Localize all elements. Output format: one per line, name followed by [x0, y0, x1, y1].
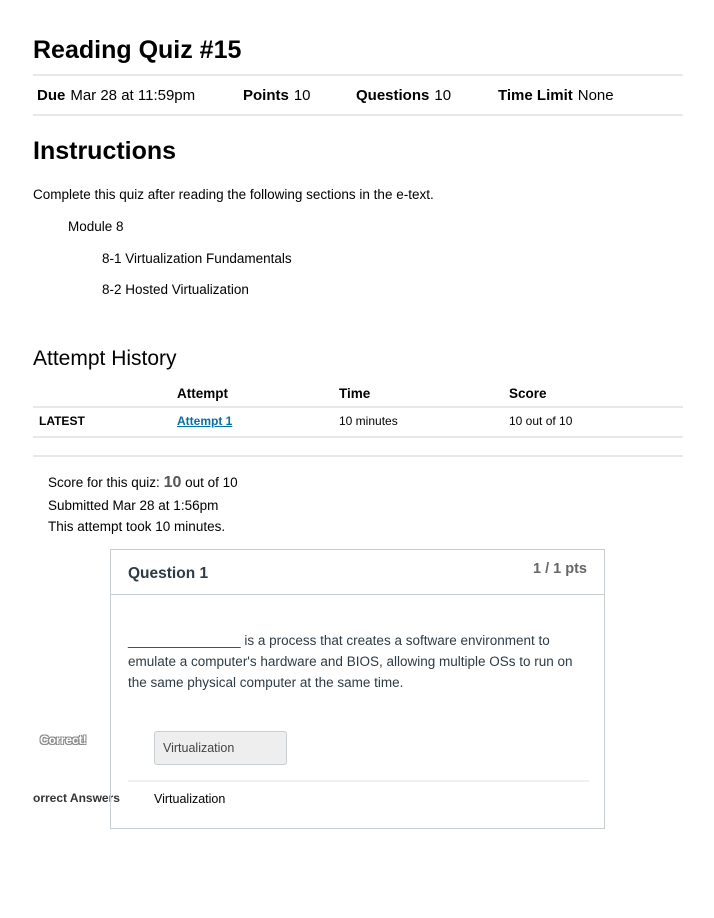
correct-answer-text: Virtualization — [154, 792, 226, 806]
divider — [33, 455, 683, 457]
divider — [33, 114, 683, 116]
column-header: Time — [339, 386, 371, 401]
attempt-history-heading: Attempt History — [33, 347, 177, 370]
column-header: Attempt — [177, 386, 228, 401]
instructions-module: Module 8 — [68, 219, 124, 234]
instructions-intro: Complete this quiz after reading the following sections in the e-text. — [33, 187, 434, 202]
meta-value: 10 — [434, 87, 452, 104]
score-value: 10 — [163, 474, 182, 491]
meta-label: Time Limit — [498, 87, 573, 104]
meta-time-limit — [498, 87, 614, 104]
column-header: Score — [509, 386, 547, 401]
instructions-heading: Instructions — [33, 137, 177, 165]
meta-points — [243, 87, 311, 104]
question-points: 1 / 1 pts — [533, 561, 587, 577]
table-divider — [33, 436, 683, 438]
meta-questions — [356, 87, 451, 104]
page-title: Reading Quiz #15 — [33, 36, 242, 64]
attempt-1-link[interactable]: Attempt 1 — [177, 414, 233, 428]
divider — [33, 74, 683, 76]
score-prefix: Score for this quiz: — [48, 475, 160, 490]
correct-flag: Correct! — [40, 733, 87, 747]
meta-value: 10 — [293, 87, 311, 104]
quiz-score-line — [48, 474, 238, 492]
meta-value: Mar 28 at 11:59pm — [70, 87, 196, 104]
instructions-section: 8-1 Virtualization Fundamentals — [102, 251, 292, 266]
attempt-duration: This attempt took 10 minutes. — [48, 519, 226, 534]
attempt-time: 10 minutes — [339, 414, 398, 428]
submitted-time: Submitted Mar 28 at 1:56pm — [48, 498, 219, 513]
meta-value: None — [577, 87, 614, 104]
question-name: Question 1 — [128, 565, 209, 582]
answer-divider — [128, 780, 589, 782]
instructions-section: 8-2 Hosted Virtualization — [102, 282, 249, 297]
your-answer-field: Virtualization — [154, 731, 287, 765]
question-card — [110, 549, 605, 829]
meta-due — [37, 87, 195, 104]
meta-label: Points — [243, 87, 289, 104]
attempt-link-cell — [177, 414, 232, 428]
attempt-score: 10 out of 10 — [509, 414, 573, 428]
score-suffix: out of 10 — [185, 475, 238, 490]
table-divider — [33, 406, 683, 408]
correct-answers-label: orrect Answers — [33, 791, 120, 805]
latest-tag: LATEST — [39, 414, 85, 428]
question-text: _______________ is a process that creates a software environment to emulate a computer's hardware and BIOS, allowing multiple OSs to run on the same physical computer at the same time. — [128, 633, 573, 690]
meta-label: Questions — [356, 87, 430, 104]
meta-label: Due — [37, 87, 66, 104]
question-header — [111, 550, 604, 595]
